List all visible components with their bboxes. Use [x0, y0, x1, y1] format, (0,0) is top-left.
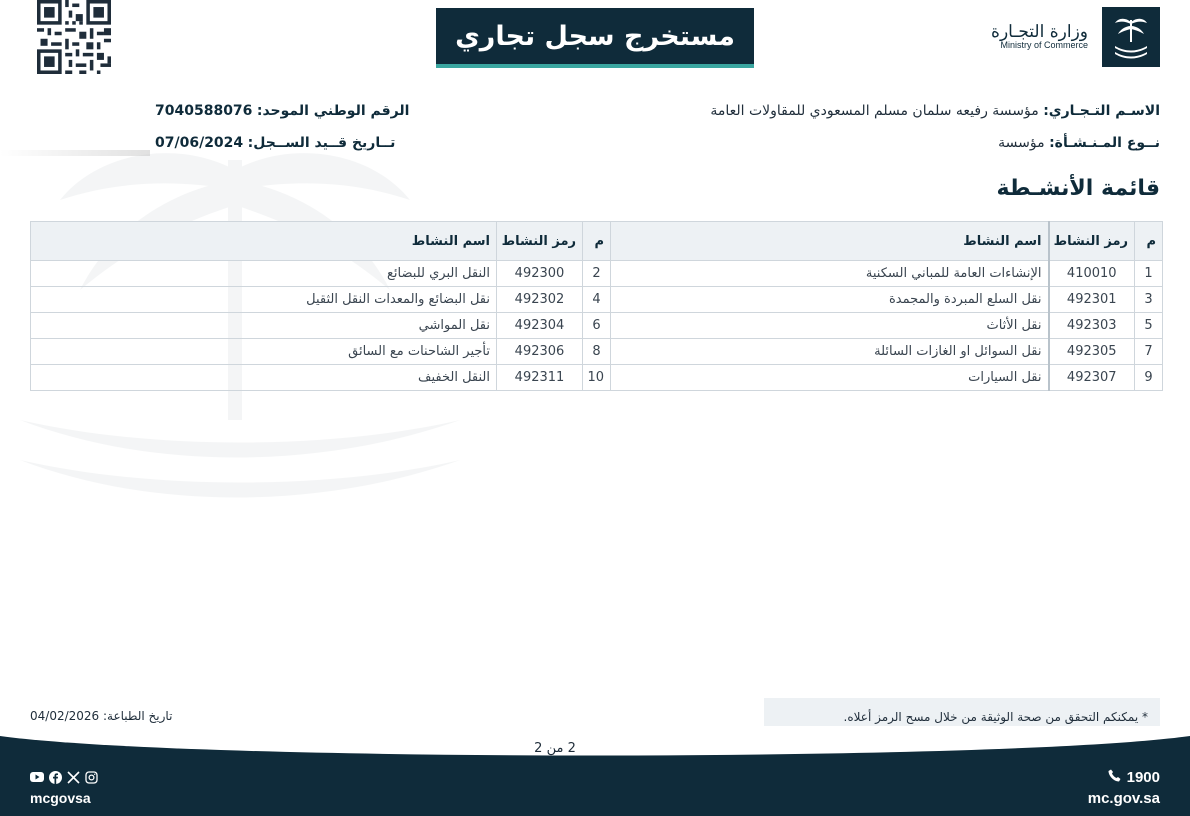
registration-date-row — [155, 135, 395, 151]
activity-code: 492300 — [497, 261, 583, 287]
footer-curve — [0, 726, 1190, 770]
activity-name: نقل السوائل او الغازات السائلة — [611, 339, 1049, 365]
print-date: تاريخ الطباعة: 04/02/2026 — [30, 709, 173, 723]
table-row — [31, 261, 1163, 287]
activity-num: 7 — [1135, 339, 1163, 365]
activity-num: 8 — [583, 339, 611, 365]
activities-table — [30, 221, 1163, 391]
activity-num: 9 — [1135, 365, 1163, 391]
activity-code: 492302 — [497, 287, 583, 313]
website-link[interactable]: mc.gov.sa — [1087, 790, 1160, 807]
activity-code: 410010 — [1049, 261, 1135, 287]
activity-num: 3 — [1135, 287, 1163, 313]
youtube-icon[interactable] — [30, 770, 44, 784]
activity-name: نقل السلع المبردة والمجمدة — [611, 287, 1049, 313]
activity-name: تأجير الشاحنات مع السائق — [31, 339, 497, 365]
entity-type-row — [998, 135, 1160, 151]
activity-num: 5 — [1135, 313, 1163, 339]
activity-num: 2 — [583, 261, 611, 287]
verify-note-text: * يمكنكم التحقق من صحة الوثيقة من خلال مسح الرمز أعلاه. — [843, 710, 1148, 724]
trade-name-row — [710, 103, 1160, 119]
trade-name-value: مؤسسة رفيعه سلمان مسلم المسعودي للمقاولات العامة — [710, 103, 1039, 119]
instagram-icon[interactable] — [84, 770, 98, 784]
trade-name-label: الاسـم التـجـاري: — [1043, 103, 1160, 119]
national-number-label: الرقم الوطني الموحد: — [256, 103, 410, 119]
activity-code: 492305 — [1049, 339, 1135, 365]
phone-number: 1900 — [1126, 769, 1160, 786]
header-num: م — [583, 222, 611, 261]
table-row — [31, 365, 1163, 391]
ministry-name — [991, 23, 1088, 52]
activity-name: النقل الخفيف — [31, 365, 497, 391]
activity-num: 1 — [1135, 261, 1163, 287]
activity-name: نقل المواشي — [31, 313, 497, 339]
emblem-icon — [1102, 7, 1160, 67]
page-number: 2 من 2 — [534, 741, 576, 756]
activity-num: 10 — [583, 365, 611, 391]
entity-type-label: نــوع المـنـشـأة: — [1049, 135, 1160, 151]
qr-code — [36, 0, 112, 74]
activity-num: 6 — [583, 313, 611, 339]
table-row — [31, 287, 1163, 313]
national-number-value: 7040588076 — [155, 103, 253, 119]
registration-date-value: 07/06/2024 — [155, 135, 244, 151]
x-icon[interactable] — [66, 770, 80, 784]
header-num: م — [1135, 222, 1163, 261]
facebook-icon[interactable] — [48, 770, 62, 784]
table-row — [31, 313, 1163, 339]
registration-date-label: تــاريخ قــيد الســجل: — [247, 135, 396, 151]
table-header-row — [31, 222, 1163, 261]
activity-code: 492303 — [1049, 313, 1135, 339]
activity-code: 492311 — [497, 365, 583, 391]
activity-num: 4 — [583, 287, 611, 313]
activities-title: قائمة الأنشـطة — [996, 176, 1160, 201]
ministry-logo — [991, 6, 1160, 68]
activity-code: 492301 — [1049, 287, 1135, 313]
document-title-box — [436, 8, 754, 68]
social-handle[interactable]: mcgovsa — [30, 790, 91, 806]
phone-icon — [1108, 769, 1121, 786]
ministry-name-en: Ministry of Commerce — [1000, 40, 1088, 51]
table-row — [31, 339, 1163, 365]
phone-contact[interactable] — [1108, 769, 1160, 786]
activity-name: نقل الأثاث — [611, 313, 1049, 339]
social-links — [30, 770, 98, 784]
header-name: اسم النشاط — [31, 222, 497, 261]
ministry-name-ar: وزارة التجـارة — [991, 21, 1088, 42]
activity-name: النقل البري للبضائع — [31, 261, 497, 287]
divider — [0, 150, 150, 156]
header-code: رمز النشاط — [1049, 222, 1135, 261]
national-number-row — [155, 103, 409, 119]
document-title: مستخرج سجل تجاري — [455, 20, 735, 52]
activity-name: الإنشاءات العامة للمباني السكنية — [611, 261, 1049, 287]
header-name: اسم النشاط — [611, 222, 1049, 261]
entity-type-value: مؤسسة — [998, 135, 1045, 151]
activity-code: 492307 — [1049, 365, 1135, 391]
activity-name: نقل البضائع والمعدات النقل الثقيل — [31, 287, 497, 313]
activity-code: 492306 — [497, 339, 583, 365]
header-code: رمز النشاط — [497, 222, 583, 261]
activity-name: نقل السيارات — [611, 365, 1049, 391]
activity-code: 492304 — [497, 313, 583, 339]
